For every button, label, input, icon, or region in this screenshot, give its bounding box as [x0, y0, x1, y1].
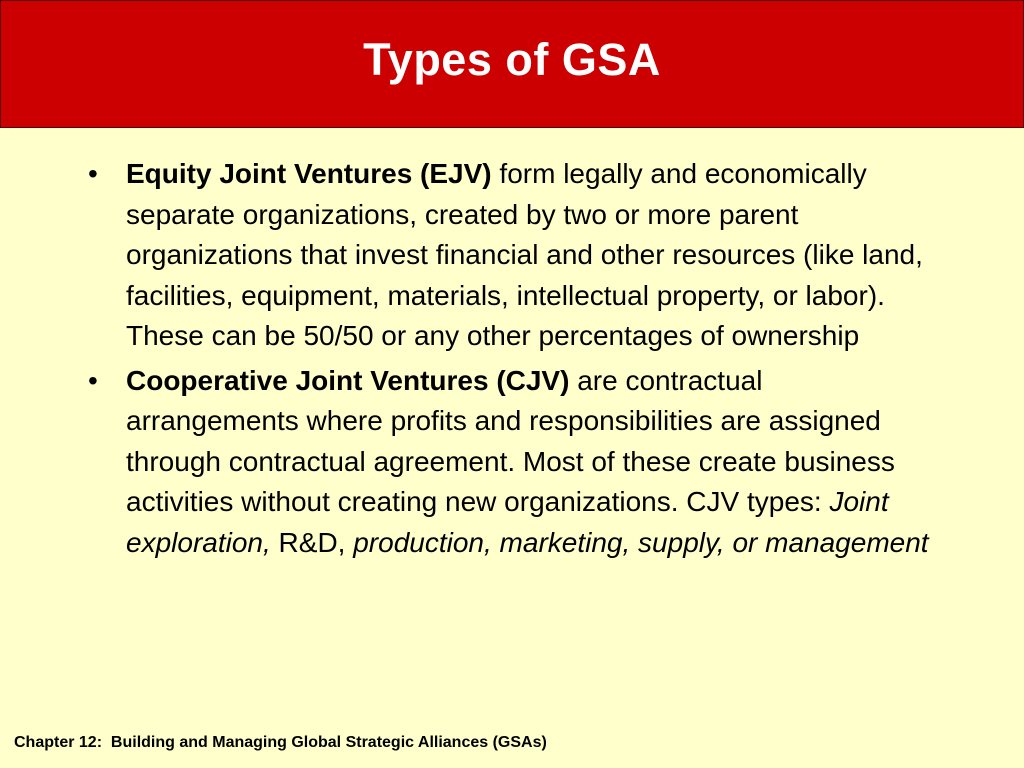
bullet-italic-cjv-types: production, marketing, supply, or management	[353, 526, 929, 558]
bullet-text-ejv: form legally and economically separate organizations, created by two or more parent organizations that invest financial and other resources (like land, facilities, equipment, materials, intellectual property, or labor). These can be 50/50 or any other percentages of ownership	[126, 158, 923, 351]
bullet-text-rd: R&D,	[270, 526, 354, 558]
bullet-marker: •	[88, 158, 98, 189]
slide-footer: Chapter 12: Building and Managing Global Strategic Alliances (GSAs)	[14, 734, 547, 751]
slide-body	[82, 154, 942, 567]
bullet-marker: •	[88, 364, 98, 396]
bullet-item-ejv	[82, 154, 942, 357]
slide-title: Types of GSA	[363, 34, 661, 85]
bullet-item-cjv	[82, 361, 942, 564]
bullet-text-cjv: are contractual arrangements where profits and responsibilities are assigned through contractual agreement. Most of these create business activities without creating new organizations. CJV types:	[126, 364, 895, 517]
bullet-italic-joint-exploration: Joint exploration,	[126, 486, 889, 558]
bullet-term-ejv: Equity Joint Ventures (EJV)	[126, 158, 492, 189]
title-banner	[0, 0, 1024, 128]
bullet-term-cjv: Cooperative Joint Ventures (CJV)	[126, 364, 570, 396]
